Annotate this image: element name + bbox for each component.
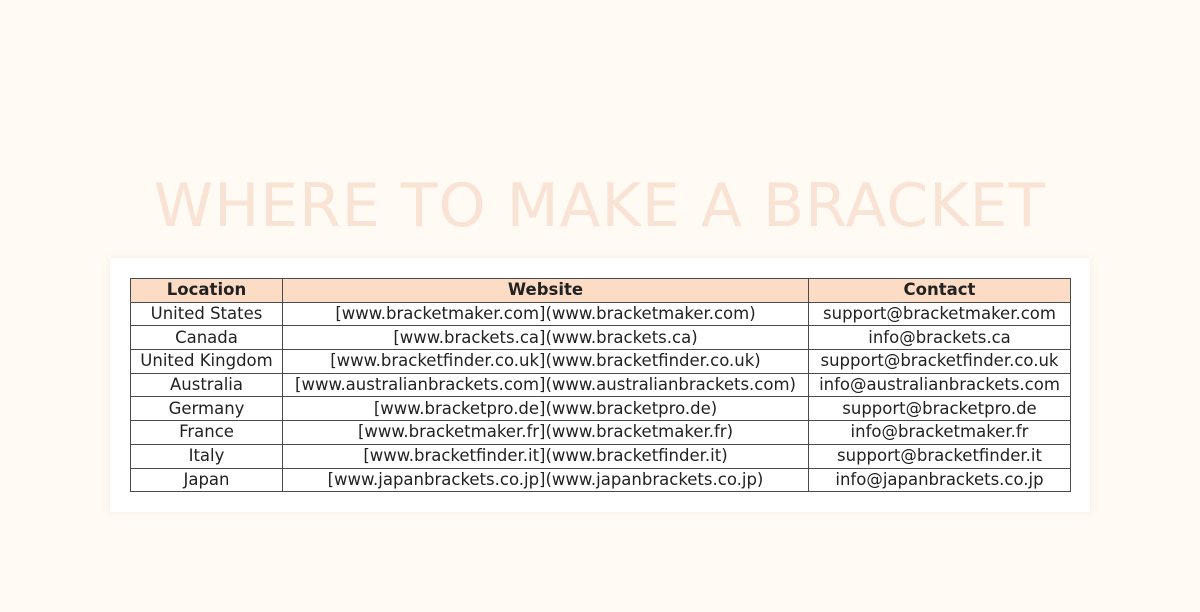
website-cell[interactable]: [www.bracketmaker.fr](www.bracketmaker.fr)	[283, 421, 809, 445]
contact-cell[interactable]: support@bracketmaker.com	[809, 302, 1071, 326]
table-row	[131, 302, 1071, 326]
website-cell[interactable]: [www.bracketpro.de](www.bracketpro.de)	[283, 397, 809, 421]
contact-cell[interactable]: info@brackets.ca	[809, 326, 1071, 350]
location-cell: Japan	[131, 468, 283, 492]
location-cell: Canada	[131, 326, 283, 350]
page-title: WHERE TO MAKE A BRACKET	[153, 171, 1047, 242]
location-cell: Germany	[131, 397, 283, 421]
table-sheet	[110, 258, 1090, 512]
table-row	[131, 444, 1071, 468]
website-cell[interactable]: [www.bracketmaker.com](www.bracketmaker.com)	[283, 302, 809, 326]
table-body	[131, 302, 1071, 492]
contact-cell[interactable]: support@bracketfinder.co.uk	[809, 350, 1071, 374]
location-cell: Italy	[131, 444, 283, 468]
website-cell[interactable]: [www.brackets.ca](www.brackets.ca)	[283, 326, 809, 350]
contact-cell[interactable]: info@australianbrackets.com	[809, 373, 1071, 397]
header-location: Location	[131, 279, 283, 303]
location-cell: France	[131, 421, 283, 445]
header-contact: Contact	[809, 279, 1071, 303]
bracket-makers-table	[130, 278, 1071, 492]
location-cell: United Kingdom	[131, 350, 283, 374]
contact-cell[interactable]: support@bracketpro.de	[809, 397, 1071, 421]
table-row	[131, 468, 1071, 492]
contact-cell[interactable]: support@bracketfinder.it	[809, 444, 1071, 468]
website-cell[interactable]: [www.bracketfinder.it](www.bracketfinder.it)	[283, 444, 809, 468]
table-row	[131, 373, 1071, 397]
website-cell[interactable]: [www.japanbrackets.co.jp](www.japanbrackets.co.jp)	[283, 468, 809, 492]
table-row	[131, 397, 1071, 421]
contact-cell[interactable]: info@bracketmaker.fr	[809, 421, 1071, 445]
table-row	[131, 421, 1071, 445]
header-website: Website	[283, 279, 809, 303]
table-header	[131, 279, 1071, 303]
website-cell[interactable]: [www.australianbrackets.com](www.australianbrackets.com)	[283, 373, 809, 397]
table-row	[131, 350, 1071, 374]
location-cell: United States	[131, 302, 283, 326]
table-row	[131, 326, 1071, 350]
location-cell: Australia	[131, 373, 283, 397]
contact-cell[interactable]: info@japanbrackets.co.jp	[809, 468, 1071, 492]
website-cell[interactable]: [www.bracketfinder.co.uk](www.bracketfinder.co.uk)	[283, 350, 809, 374]
header-row	[131, 279, 1071, 303]
